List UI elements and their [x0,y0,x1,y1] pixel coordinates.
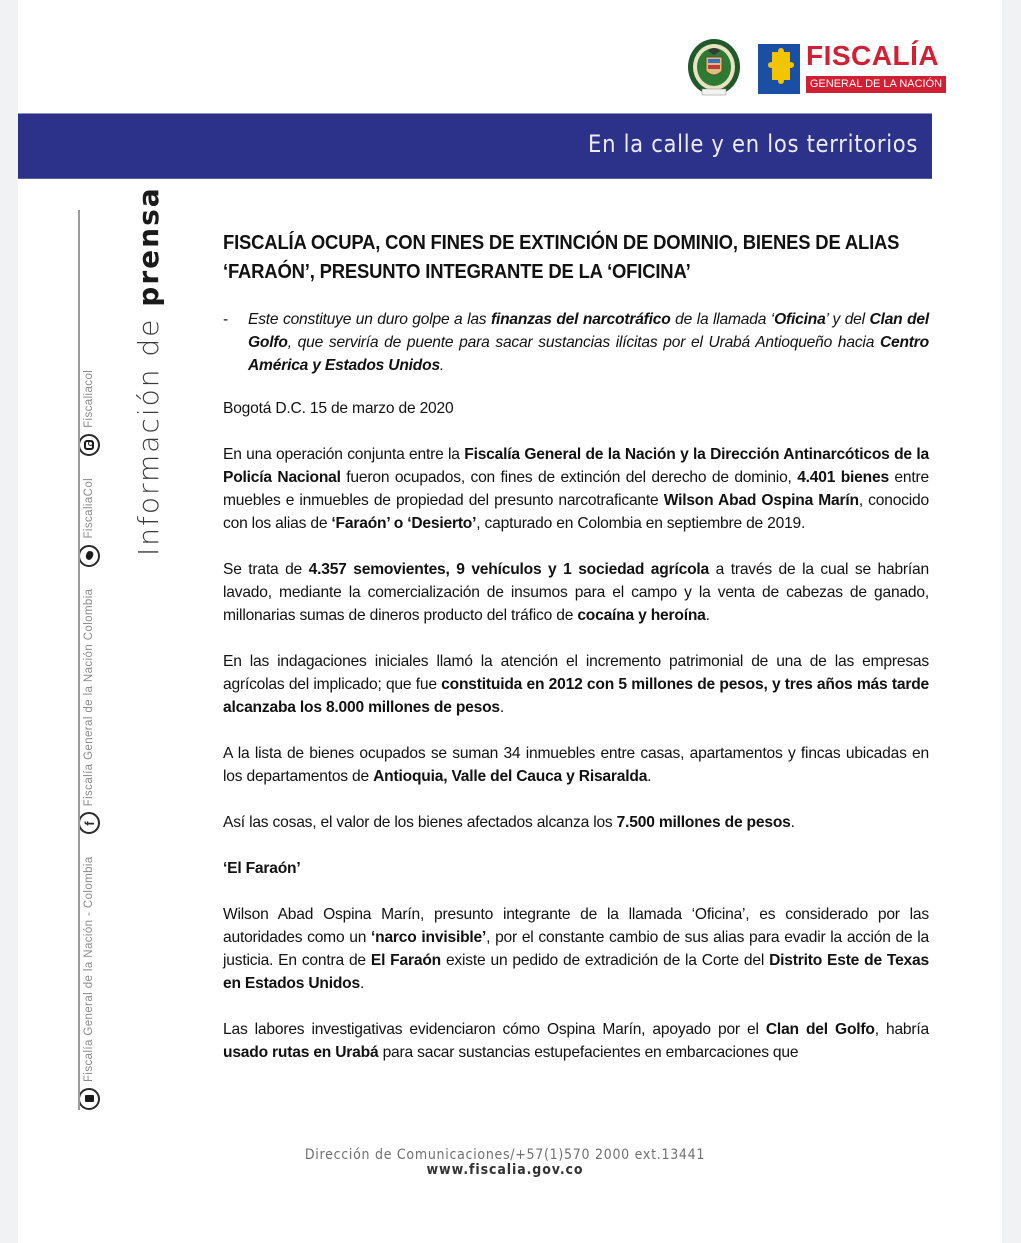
press-info-label: Información de prensa [132,186,165,556]
policia-nacional-seal-icon [686,37,742,99]
youtube-icon[interactable] [78,1088,100,1110]
facebook-label[interactable]: Fiscalía General de la Nación Colombia [83,588,95,807]
footer-website-link[interactable]: www.fiscalia.gov.co [426,1162,584,1178]
paragraph-3: En las indagaciones iniciales llamó la atención el incremento patrimonial de una de las empresas agrícolas del implicado; que fue constituida en 2012 con 5 millones de pesos, y tres años más tarde alcanzaba los 8.000 millones de pesos. [223,653,929,716]
fiscalia-subtitle: GENERAL DE LA NACIÓN [806,76,946,93]
sidebar-divider [78,210,80,1110]
instagram-label[interactable]: Fiscaliacol [83,369,95,428]
article-summary-bullet: - Este constituye un duro golpe a las finanzas del narcotráfico de la llamada ‘Oficina’ y del Clan del Golfo, que serviría de puente para sacar sustancias ilícitas por el Urabá Antioqueño hacia Centro América y Estados Unidos. [223,311,930,374]
page-footer [240,1147,770,1178]
banner-slogan: En la calle y en los territorios [587,130,918,158]
facebook-icon[interactable]: f [78,812,100,834]
fiscalia-logo [758,40,948,94]
article-body [223,228,929,1064]
twitter-label[interactable]: FiscaliaCol [83,477,95,539]
paragraph-1: En una operación conjunta entre la Fiscalía General de la Nación y la Dirección Antinarcóticos de la Policía Nacional fueron ocupados, con fines de extinción del derecho de dominio, 4.401 bienes entre muebles e inmuebles de propiedad del presunto narcotraficante Wilson Abad Ospina Marín, conocido con los alias de ‘Faraón’ o ‘Desierto’, capturado en Colombia en septiembre de 2019. [223,446,929,532]
paragraph-5: Así las cosas, el valor de los bienes afectados alcanza los 7.500 millones de pesos. [223,814,795,831]
article-date: Bogotá D.C. 15 de marzo de 2020 [223,400,454,417]
puzzle-piece-icon [758,44,800,94]
instagram-icon[interactable] [78,434,100,456]
paragraph-6: Wilson Abad Ospina Marín, presunto integrante de la llamada ‘Oficina’, es considerado por las autoridades como un ‘narco invisible’, por el constante cambio de sus alias para evadir la acción de la justicia. En contra de El Faraón existe un pedido de extradición de la Corte del Distrito Este de Texas en Estados Unidos. [223,906,930,992]
youtube-label[interactable]: Fiscalía General de la Nación - Colombia [83,856,95,1082]
press-release-page [18,0,1002,1243]
paragraph-2: Se trata de 4.357 semovientes, 9 vehículos y 1 sociedad agrícola a través de la cual se habrían lavado, mediante la comercialización de insumos para el campo y la venta de cabezas de ganado, millonarias sumas de dineros producto del tráfico de cocaína y heroína. [223,561,929,624]
paragraph-4: A la lista de bienes ocupados se suman 34 inmuebles entre casas, apartamentos y fincas ubicadas en los departamentos de Antioquia, Valle del Cauca y Risaralda. [223,745,929,785]
slogan-banner [18,113,932,179]
footer-contact: Dirección de Comunicaciones/+57(1)570 2000 ext.13441 [304,1147,706,1163]
article-title: FISCALÍA OCUPA, CON FINES DE EXTINCIÓN DE DOMINIO, BIENES DE ALIAS ‘FARAÓN’, PRESUNTO INTEGRANTE DE LA ‘OFICINA’ [223,231,900,283]
section-subheading: ‘El Faraón’ [223,860,301,877]
fiscalia-name: FISCALÍA [806,40,940,71]
paragraph-7: Las labores investigativas evidenciaron cómo Ospina Marín, apoyado por el Clan del Golfo, habría usado rutas en Urabá para sacar sustancias estupefacientes en embarcaciones que [223,1021,929,1061]
twitter-icon[interactable] [78,545,100,567]
